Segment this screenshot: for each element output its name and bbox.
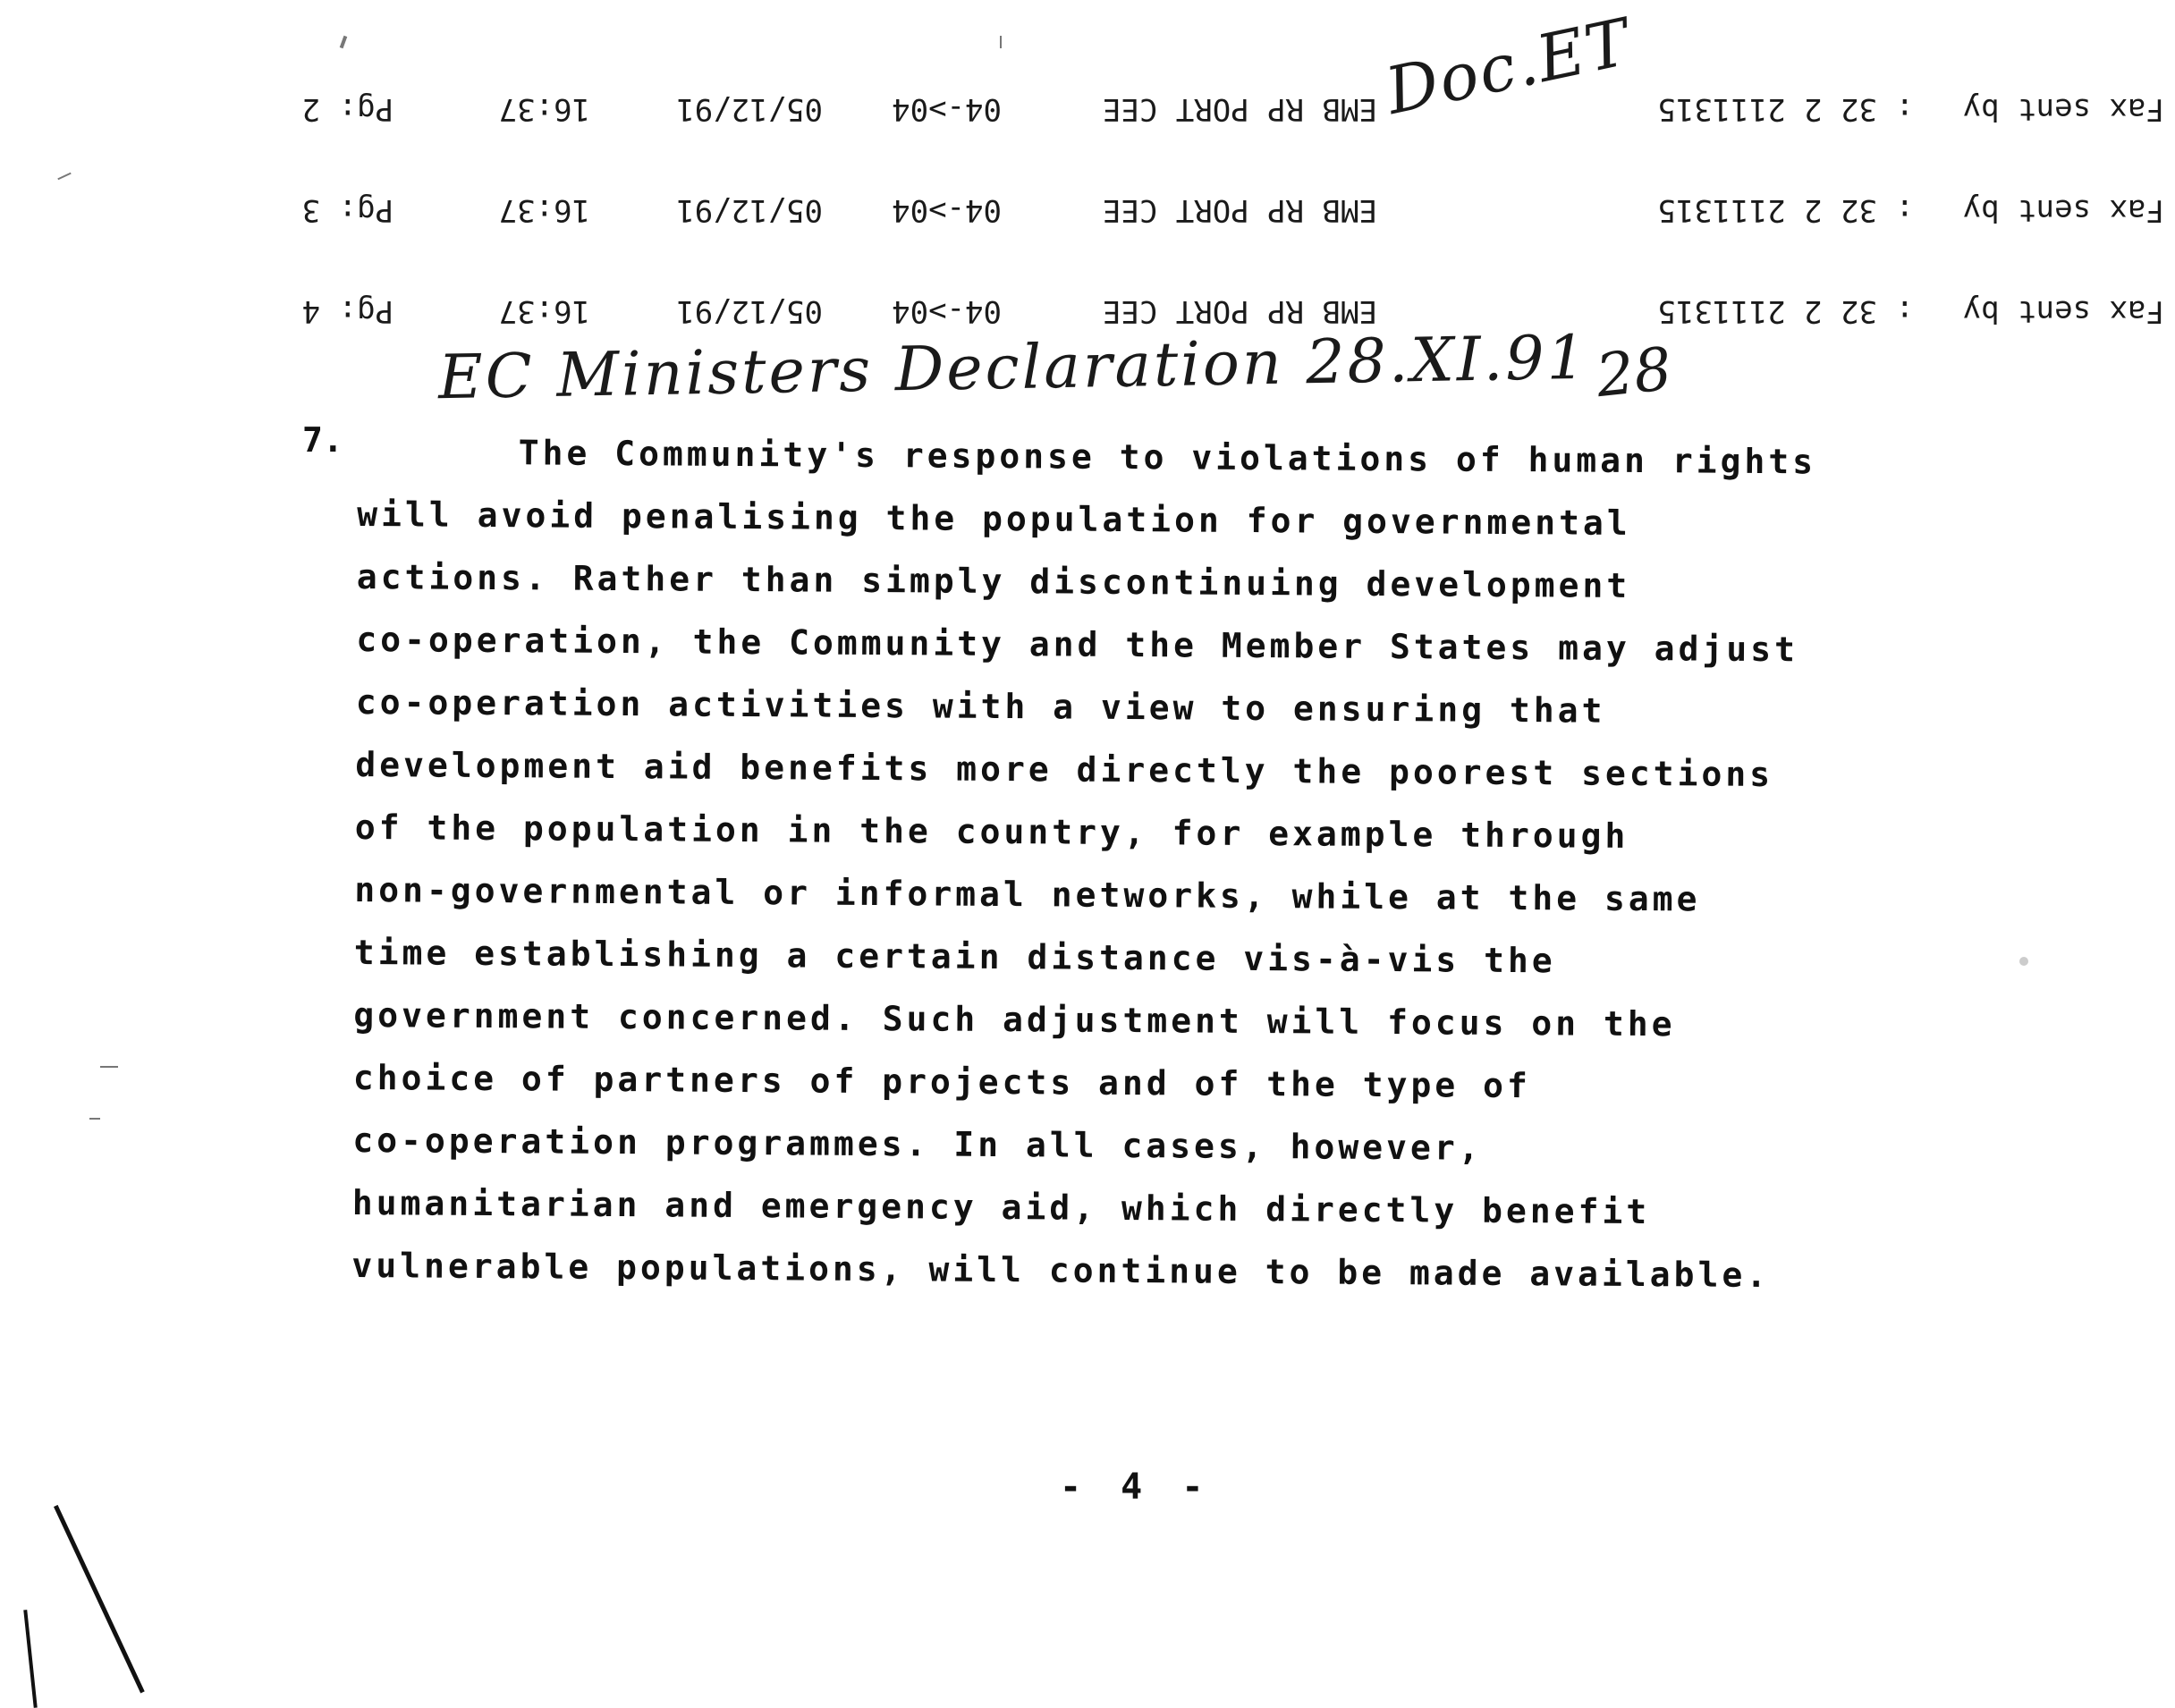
- paragraph-line: actions. Rather than simply discontinuing development: [356, 556, 1631, 605]
- fax-sender-label: Fax sent by: [1962, 192, 2164, 228]
- paragraph-line: of the population in the country, for example through: [354, 807, 1629, 856]
- paragraph-line: vulnerable populations, will continue to be made available.: [351, 1245, 1771, 1296]
- scan-speck: [1000, 36, 1002, 48]
- scan-speck: [340, 36, 348, 49]
- fax-organization: EMB RP PORT CEE: [1102, 192, 1377, 228]
- paragraph-line: will avoid penalising the population for governmental: [357, 494, 1631, 543]
- paragraph-line: co-operation, the Community and the Member States may adjust: [356, 619, 1799, 670]
- paragraph-line: choice of partners of projects and of the type of: [352, 1057, 1532, 1106]
- paragraph-line: The Community's response to violations of human rights: [518, 433, 1817, 482]
- fax-organization: EMB RP PORT CEE: [1102, 91, 1377, 127]
- handwritten-doc-note: Doc.ET: [1379, 4, 1638, 130]
- fax-page: Pg: 4: [301, 293, 394, 329]
- fax-header-line: [161, 183, 2164, 228]
- paragraph-line: co-operation programmes. In all cases, however,: [352, 1120, 1483, 1168]
- scan-mark: [23, 1610, 37, 1708]
- scan-speck: [57, 173, 71, 181]
- fax-date: 05/12/91: [676, 91, 823, 127]
- scan-speck: [100, 1066, 118, 1068]
- paragraph-line: humanitarian and emergency aid, which directly benefit: [351, 1182, 1651, 1232]
- fax-header-line: [161, 82, 2164, 127]
- paragraph-line: time establishing a certain distance vis-à-vis the: [353, 932, 1556, 981]
- fax-time: 16:37: [498, 293, 590, 329]
- fax-sender-label: Fax sent by: [1962, 293, 2164, 329]
- paragraph-line: co-operation activities with a view to ensuring that: [355, 681, 1606, 731]
- fax-route: 04->04: [892, 293, 1002, 329]
- fax-route: 04->04: [892, 192, 1002, 228]
- fax-time: 16:37: [498, 91, 590, 127]
- fax-sender-number: : 32 2 2111315: [1657, 192, 1914, 228]
- paragraph-line: development aid benefits more directly the poorest sections: [355, 744, 1774, 795]
- fax-sender-label: Fax sent by: [1962, 91, 2164, 127]
- paragraph-line: non-governmental or informal networks, while at the same: [354, 869, 1701, 919]
- fax-page: Pg: 3: [301, 192, 394, 228]
- scan-speck: [2019, 957, 2028, 966]
- handwritten-initials: 28: [1593, 334, 1675, 411]
- fax-date: 05/12/91: [676, 293, 823, 329]
- fax-sender-number: : 32 2 2111315: [1657, 293, 1914, 329]
- paragraph-line: government concerned. Such adjustment will focus on the: [353, 994, 1676, 1044]
- scan-mark: [54, 1505, 145, 1694]
- fax-header-line: [161, 284, 2164, 329]
- scan-speck: [89, 1118, 100, 1120]
- fax-organization: EMB RP PORT CEE: [1102, 293, 1377, 329]
- fax-sender-number: : 32 2 2111315: [1657, 91, 1914, 127]
- fax-route: 04->04: [892, 91, 1002, 127]
- paragraph-body: [351, 420, 2137, 1309]
- fax-date: 05/12/91: [676, 192, 823, 228]
- page-number: - 4 -: [1060, 1467, 1213, 1508]
- fax-time: 16:37: [498, 192, 590, 228]
- fax-page: Pg: 2: [301, 91, 394, 127]
- paragraph-number: 7.: [302, 420, 343, 460]
- handwritten-declaration-note: EC Ministers Declaration 28.XI.91: [437, 322, 1589, 414]
